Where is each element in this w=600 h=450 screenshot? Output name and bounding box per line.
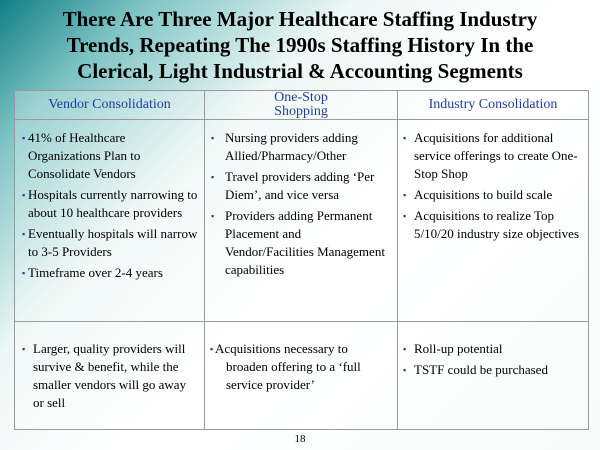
- vendor-consolidation-trends-cell: [15, 120, 205, 322]
- header-vendor-consolidation: Vendor Consolidation: [15, 91, 205, 120]
- list-item-text: Roll-up potential: [414, 341, 503, 356]
- header-one-stop-shopping: [205, 91, 398, 120]
- title-line-2: Trends, Repeating The 1990s Staffing History In the: [66, 33, 534, 57]
- list-item: [22, 340, 198, 412]
- industry-consolidation-trends-cell: [398, 120, 589, 322]
- list-item: [22, 129, 198, 183]
- bullet-icon: ▪: [403, 365, 407, 375]
- bullet-icon: ▪: [210, 344, 214, 354]
- title-line-3: Clerical, Light Industrial & Accounting Segments: [77, 59, 523, 83]
- bullet-list: [205, 322, 397, 394]
- bullet-list: [15, 322, 204, 412]
- vendor-consolidation-implications-cell: [15, 322, 205, 430]
- list-item: [22, 225, 198, 261]
- list-item-text: Travel providers adding ‘Per Diem’, and vice versa: [225, 169, 375, 202]
- list-item-text: Nursing providers adding Allied/Pharmacy/Other: [225, 130, 358, 163]
- bullet-icon: ▪: [22, 344, 26, 354]
- slide-title: [0, 6, 600, 84]
- header-industry-consolidation: Industry Consolidation: [398, 91, 589, 120]
- bullet-icon: ▪: [211, 172, 215, 182]
- list-item-text: Hospitals currently narrowing to about 10 healthcare providers: [28, 187, 198, 220]
- list-item: [403, 207, 582, 243]
- bullet-list: [398, 322, 588, 379]
- industry-consolidation-implications-cell: [398, 322, 589, 430]
- list-item-text: TSTF could be purchased: [414, 362, 548, 377]
- list-item: [403, 186, 582, 204]
- list-item: [211, 207, 391, 279]
- bullet-icon: ▪: [211, 211, 215, 221]
- bullet-icon: ▪: [211, 133, 215, 143]
- bullet-icon: ▪: [22, 229, 26, 239]
- bullet-icon: ▪: [22, 133, 26, 143]
- bullet-icon: ▪: [403, 190, 407, 200]
- list-item-continuation: broaden offering to a ‘full service provider’: [226, 359, 361, 392]
- list-item-text: 41% of Healthcare Organizations Plan to Consolidate Vendors: [28, 130, 141, 181]
- list-item-text: Eventually hospitals will narrow to 3-5 Providers: [28, 226, 198, 259]
- list-item-text: Providers adding Permanent Placement and Vendor/Facilities Management capabilities: [225, 208, 385, 277]
- list-item: [22, 186, 198, 222]
- bullet-icon: ▪: [403, 133, 407, 143]
- list-item: [210, 340, 391, 394]
- page-number: 18: [294, 433, 306, 445]
- trends-row: [15, 120, 589, 322]
- bullet-icon: ▪: [403, 344, 407, 354]
- list-item: [403, 340, 582, 358]
- header-one-stop-line-2: Shopping: [274, 104, 328, 119]
- header-one-stop-line-1: One-Stop: [274, 90, 328, 105]
- bullet-list: [205, 120, 397, 279]
- bullet-icon: ▪: [22, 268, 26, 278]
- trends-table: [14, 90, 589, 430]
- list-item-text: Acquisitions to realize Top 5/10/20 industry size objectives: [414, 208, 580, 241]
- bullet-list: [15, 120, 204, 282]
- one-stop-shopping-trends-cell: [205, 120, 398, 322]
- implications-row: [15, 322, 589, 430]
- title-line-1: There Are Three Major Healthcare Staffing Industry: [62, 7, 538, 31]
- list-item-text: Timeframe over 2-4 years: [28, 265, 163, 280]
- one-stop-shopping-implications-cell: [205, 322, 398, 430]
- bullet-list: [398, 120, 588, 243]
- list-item-text: Acquisitions necessary to: [215, 341, 348, 356]
- list-item-text: Acquisitions for additional service offerings to create One-Stop Shop: [414, 130, 578, 181]
- header-row: [15, 91, 589, 120]
- list-item: [22, 264, 198, 282]
- list-item: [403, 129, 582, 183]
- list-item-text: Larger, quality providers will survive & benefit, while the smaller vendors will go away or sell: [33, 341, 187, 410]
- bullet-icon: ▪: [22, 190, 26, 200]
- bullet-icon: ▪: [403, 211, 407, 221]
- list-item: [211, 168, 391, 204]
- list-item-text: Acquisitions to build scale: [414, 187, 553, 202]
- list-item: [211, 129, 391, 165]
- list-item: [403, 361, 582, 379]
